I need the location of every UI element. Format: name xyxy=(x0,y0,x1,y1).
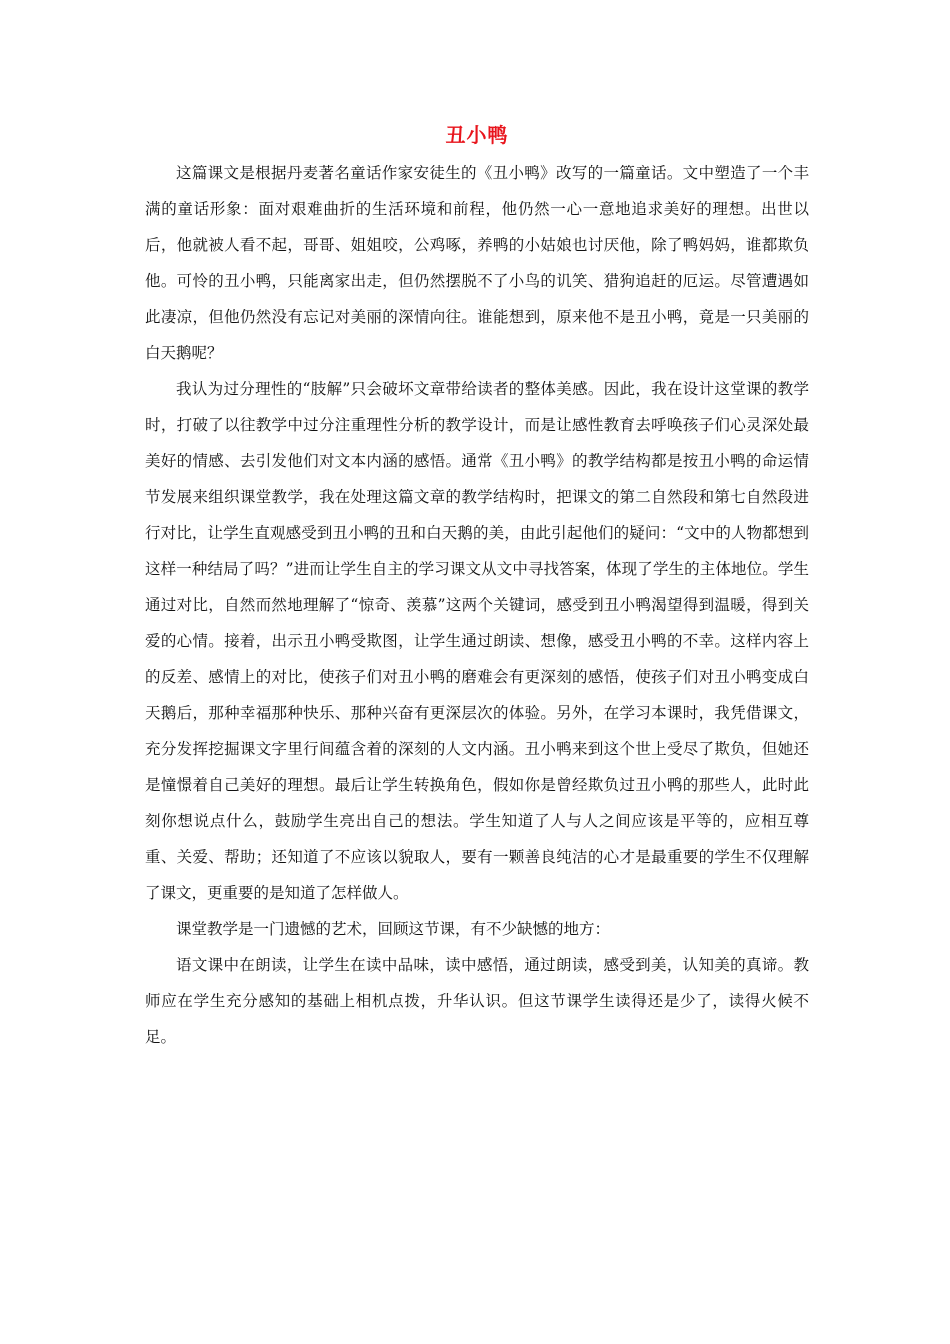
paragraph-intro: 这篇课文是根据丹麦著名童话作家安徒生的《丑小鸭》改写的一篇童话。文中塑造了一个丰满的童话形象：面对艰难曲折的生活环境和前程，他仍然一心一意地追求美好的理想。出世以后，他就被人看不起，哥哥、姐姐咬，公鸡啄，养鸭的小姑娘也讨厌他，除了鸭妈妈，谁都欺负他。可怜的丑小鸭，只能离家出走，但仍然摆脱不了小鸟的讥笑、猎狗追赶的厄运。尽管遭遇如此凄凉，但他仍然没有忘记对美丽的深情向往。谁能想到，原来他不是丑小鸭，竟是一只美丽的白天鹅呢？ xyxy=(145,164,809,362)
paragraph-teaching-design: 我认为过分理性的“肢解”只会破坏文章带给读者的整体美感。因此，我在设计这堂课的教学时，打破了以往教学中过分注重理性分析的教学设计，而是让感性教育去呼唤孩子们心灵深处最美好的情感、去引发他们对文本内涵的感悟。通常《丑小鸭》的教学结构都是按丑小鸭的命运情节发展来组织课堂教学，我在处理这篇文章的教学结构时，把课文的第二自然段和第七自然段进行对比，让学生直观感受到丑小鸭的丑和白天鹅的美，由此引起他们的疑问：“文中的人物都想到这样一种结局了吗？”进而让学生自主的学习课文从文中寻找答案，体现了学生的主体地位。学生通过对比，自然而然地理解了“惊奇、羡慕”这两个关键词，感受到丑小鸭渴望得到温暖，得到关爱的心情。接着，出示丑小鸭受欺图，让学生通过朗读、想像，感受丑小鸭的不幸。这样内容上的反差、感情上的对比，使孩子们对丑小鸭的磨难会有更深刻的感悟，使孩子们对丑小鸭变成白天鹅后，那种幸福那种快乐、那种兴奋有更深层次的体验。另外，在学习本课时，我凭借课文，充分发挥挖掘课文字里行间蕴含着的深刻的人文内涵。丑小鸭来到这个世上受尽了欺负，但她还是憧憬着自己美好的理想。最后让学生转换角色，假如你是曾经欺负过丑小鸭的那些人，此时此刻你想说点什么，鼓励学生亮出自己的想法。学生知道了人与人之间应该是平等的，应相互尊重、关爱、帮助；还知道了不应该以貌取人，要有一颗善良纯洁的心才是最重要的学生不仅理解了课文，更重要的是知道了怎样做人。 xyxy=(145,380,809,902)
paragraph-reading: 语文课中在朗读，让学生在读中品味，读中感悟，通过朗读，感受到美，认知美的真谛。教师应在学生充分感知的基础上相机点拨，升华认识。但这节课学生读得还是少了，读得火候不足。 xyxy=(145,956,809,1046)
document-page xyxy=(145,120,809,1055)
paragraph-reflection: 课堂教学是一门遗憾的艺术，回顾这节课，有不少缺憾的地方： xyxy=(176,920,611,938)
document-title: 丑小鸭 xyxy=(445,123,509,147)
